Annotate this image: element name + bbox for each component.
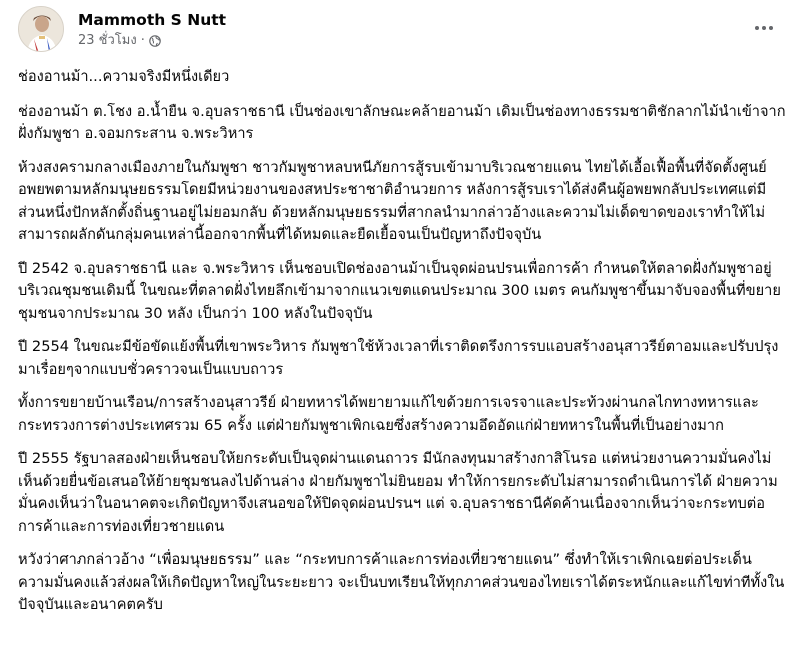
post-timestamp[interactable]: 23 ชั่วโมง	[78, 33, 137, 48]
post-paragraph-7: ปี 2555 รัฐบาลสองฝ่ายเห็นชอบให้ยกระดับเป็นจุดผ่านแดนถาวร มีนักลงทุนมาสร้างกาสิโนรอ แต่หน่วยงานความมั่นคงไม่เห็นด้วยยื่นข้อเสนอให้ย้ายชุมชนลงไปด้านล่าง ฝ่ายกัมพูชาไม่ยินยอม ทำให้การยกระดับไม่สามารถดำเนินการได้ ฝ่ายความมั่นคงเห็นว่าในอนาคตจะเกิดปัญหาจึงเสนอขอให้ปิดจุดผ่อนปรนฯ แต่ จ.อุบลราชธานีคัดค้านเนื่องจากเห็นว่าจะกระทบต่อการค้าและการท่องเที่ยวชายแดน	[18, 450, 778, 535]
avatar[interactable]	[18, 6, 64, 52]
post-paragraph-4: ปี 2542 จ.อุบลราชธานี และ จ.พระวิหาร เห็นชอบเปิดช่องอานม้าเป็นจุดผ่อนปรนเพื่อการค้า กำหนดให้ตลาดฝั่งกัมพูชาอยู่บริเวณชุมชนเดิมนี้ ในขณะที่ตลาดฝั่งไทยลึกเข้ามาจากแนวเขตแดนประมาณ 300 เมตร คนกัมพูชาขึ้นมาจับจองพื้นที่ขยายชุมชนจากประมาณ 30 หลัง เป็นกว่า 100 หลังในปัจจุบัน	[18, 259, 781, 322]
post-paragraph-8: หวังว่าศาภกล่าวอ้าง “เพื่อมนุษยธรรม” และ “กระทบการค้าและการท่องเที่ยวชายแดน” ซึ่งทำให้เราเพิกเฉยต่อประเด็นความมั่นคงแล้วส่งผลให้เกิดปัญหาใหญ่ในระยะยาว จะเป็นบทเรียนให้ทุกภาคส่วนของไทยเราได้ตระหนักและแก้ไขท่าทีทั้งในปัจจุบันและอนาคตครับ	[18, 551, 785, 613]
post-subtitle	[78, 33, 226, 49]
post-header	[14, 0, 786, 62]
post-paragraph-2: ช่องอานม้า ต.โชง อ.น้ำยืน จ.อุบลราชธานี เป็นช่องเขาลักษณะคล้ายอานม้า เดิมเป็นช่องทางธรรมชาติชักลากไม้นำเข้าจากฝั่งกัมพูชา อ.จอมกระสาน จ.พระวิหาร	[18, 102, 786, 142]
author-name[interactable]: Mammoth S Nutt	[78, 11, 227, 29]
post-paragraph-6: ทั้งการขยายบ้านเรือน/การสร้างอนุสาวรีย์ ฝ่ายทหารได้พยายามแก้ไขด้วยการเจรจาและประท้วงผ่านกลไกทางทหารและกระทรวงการต่างประเทศรวม 65 ครั้ง แต่ฝ่ายกัมพูชาเพิกเฉยซึ่งสร้างความอึดอัดแก่ฝ่ายทหารในพื้นที่เป็นอย่างมาก	[18, 394, 759, 434]
separator: ·	[140, 33, 145, 48]
more-horizontal-icon	[755, 26, 773, 30]
avatar-image	[19, 7, 64, 52]
post-paragraph-1: ช่องอานม้า...ความจริงมีหนึ่งเดียว	[18, 68, 230, 85]
globe-icon	[149, 35, 161, 47]
post-paragraph-3: ห้วงสงครามกลางเมืองภายในกัมพูชา ชาวกัมพูชาหลบหนีภัยการสู้รบเข้ามาบริเวณชายแดน ไทยได้เอื้อเฟื้อพื้นที่จัดตั้งศูนย์อพยพตามหลักมนุษยธรรมโดยมีหน่วยงานของสหประชาชาติอำนวยการ หลังการสู้รบเราได้ส่งคืนผู้อพยพกลับประเทศแต่มีส่วนหนึ่งปักหลักตั้งถิ่นฐานอยู่ไม่ยอมกลับ ด้วยหลักมนุษยธรรมที่สากลนำมากล่าวอ้างและความไม่เด็ดขาดของเราทำให้ไม่สามารถผลักดันกลุ่มคนเหล่านี้ออกจากพื้นที่ได้หมดและยืดเยื้อจนเป็นปัญหาถึงปัจจุบัน	[18, 158, 767, 243]
post-paragraph-5: ปี 2554 ในขณะมีข้อขัดแย้งพื้นที่เขาพระวิหาร กัมพูชาใช้ห้วงเวลาที่เราติดตรึงการรบแอบสร้างอนุสาวรีย์ตาอมและปรับปรุงมาเรื่อยๆจากแบบชั่วคราวจนเป็นแบบถาวร	[18, 338, 779, 378]
post-meta	[78, 10, 226, 49]
post-body	[18, 66, 786, 628]
more-options-button[interactable]	[746, 10, 782, 46]
